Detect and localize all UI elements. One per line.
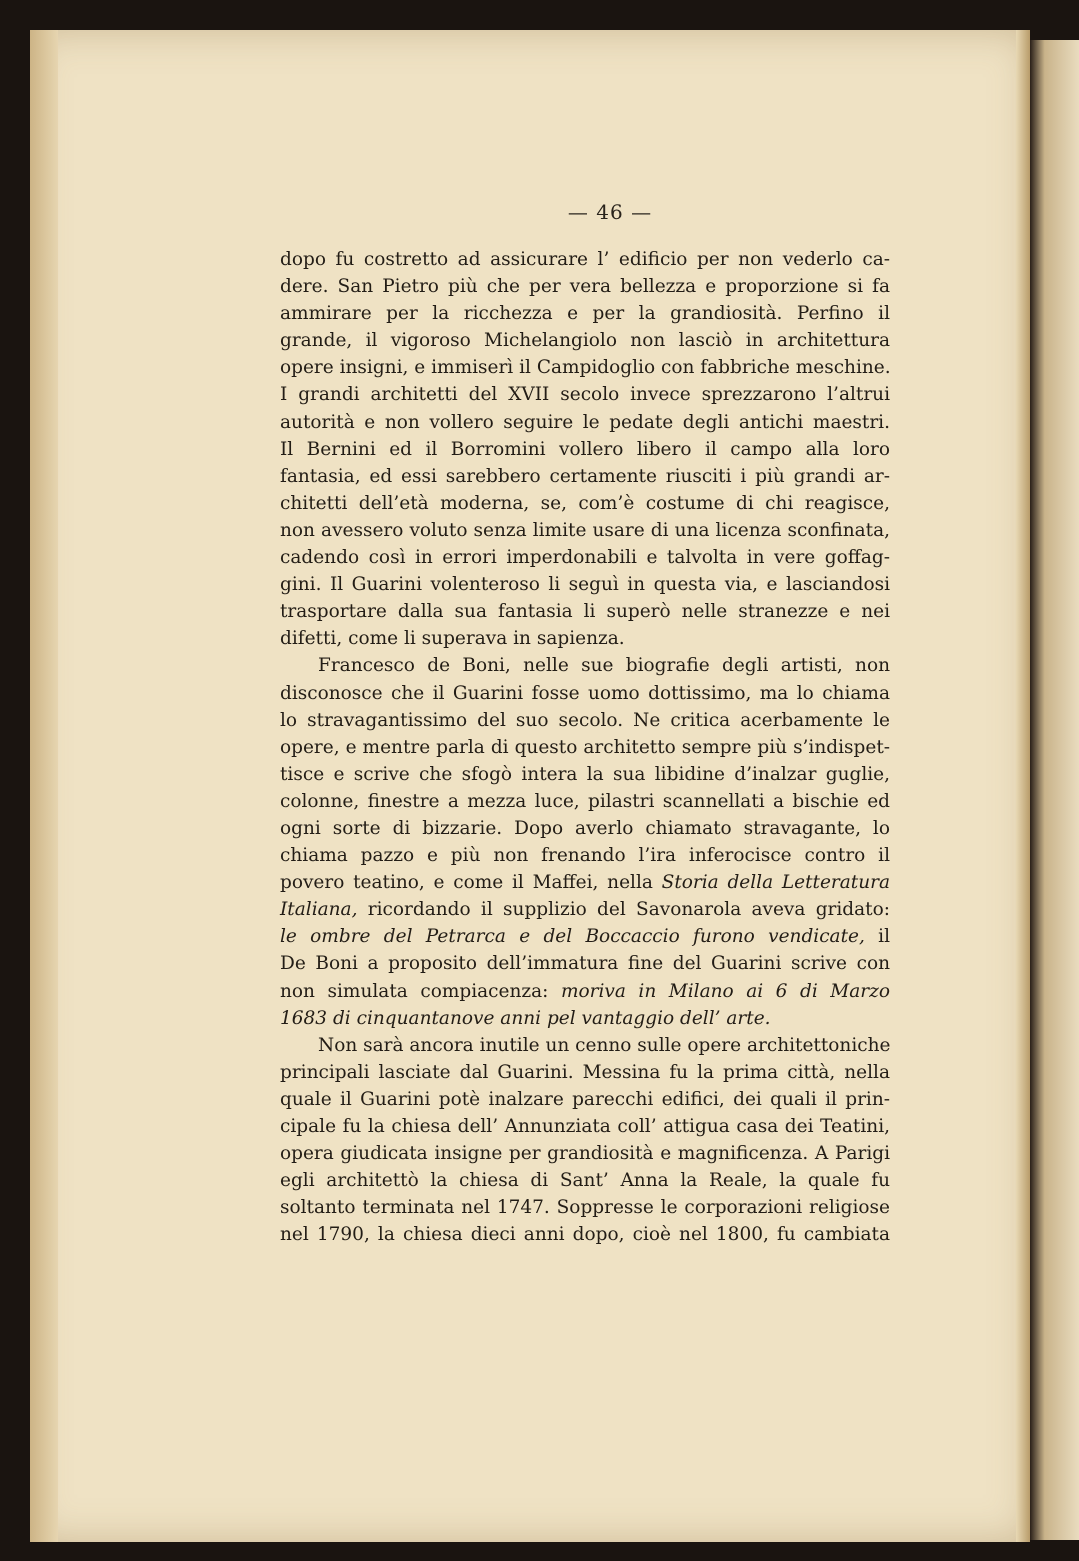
text-line: trasportare dalla sua fantasia li superò nelle stranezze e nei bbox=[280, 601, 890, 623]
page-number: — 46 — bbox=[567, 200, 653, 224]
text-line: opera giudicata insigne per grandiosità e magnificenza. A Parigi bbox=[280, 1143, 890, 1165]
text-line bbox=[280, 869, 890, 896]
text-line: De Boni a proposito dell’immatura fine del Guarini scrive con bbox=[280, 953, 890, 975]
text-line: nel 1790, la chiesa dieci anni dopo, cioè nel 1800, fu cambiata bbox=[280, 1224, 890, 1246]
text-line: Non sarà ancora inutile un cenno sulle opere architettoniche bbox=[318, 1034, 891, 1056]
text-line: grande, il vigoroso Michelangiolo non lasciò in architettura bbox=[280, 330, 890, 352]
text-line: tisce e scrive che sfogò intera la sua libidine d’inalzar guglie, bbox=[280, 763, 890, 785]
text-line: ammirare per la ricchezza e per la grandiosità. Perfino il bbox=[280, 303, 890, 325]
text-line: chitetti dell’età moderna, se, com’è costume di chi reagisce, bbox=[280, 492, 890, 514]
text-line: ogni sorte di bizzarie. Dopo averlo chiamato stravagante, lo bbox=[280, 817, 890, 839]
text-line: gini. Il Guarini volenteroso li seguì in questa via, e lasciandosi bbox=[280, 574, 890, 596]
next-page-edge bbox=[1030, 40, 1079, 1540]
book-title-italic: Storia della Letteratura bbox=[661, 872, 890, 894]
book-title-italic: Italiana, bbox=[280, 899, 358, 921]
text-line: Il Bernini ed il Borromini vollero libero il campo alla loro bbox=[280, 438, 890, 460]
text-segment: non simulata compiacenza: bbox=[280, 980, 561, 1002]
text-line bbox=[280, 978, 890, 1005]
text-line: opere, e mentre parla di questo architetto sempre più s’indispet- bbox=[280, 736, 890, 758]
text-segment: povero teatino, e come il Maffei, nella bbox=[280, 872, 662, 894]
text-segment: ricordando il supplizio del Savonarola aveva gridato: bbox=[357, 899, 890, 921]
text-line: soltanto terminata nel 1747. Soppresse le corporazioni religiose bbox=[280, 1197, 890, 1219]
text-line: disconosce che il Guarini fosse uomo dottissimo, ma lo chiama bbox=[280, 682, 890, 704]
text-line: principali lasciate dal Guarini. Messina fu la prima città, nella bbox=[280, 1061, 890, 1083]
text-line: autorità e non vollero seguire le pedate degli antichi maestri. bbox=[280, 411, 890, 433]
text-line: difetti, come li superava in sapienza. bbox=[280, 628, 625, 650]
text-line: non avessero voluto senza limite usare di una licenza sconfinata, bbox=[280, 519, 890, 541]
quote-italic: le ombre del Petrarca e del Boccaccio furono vendicate, bbox=[280, 926, 865, 948]
page-fore-edge bbox=[1016, 30, 1030, 1542]
text-line: cadendo così in errori imperdonabili e talvolta in vere goffag- bbox=[280, 547, 890, 569]
quote-italic: 1683 di cinquantanove anni pel vantaggio dell’ arte. bbox=[280, 1007, 771, 1029]
text-line: cipale fu la chiesa dell’ Annunziata coll’ attigua casa dei Teatini, bbox=[280, 1116, 890, 1137]
text-line: colonne, finestre a mezza luce, pilastri scannellati a bischie ed bbox=[280, 790, 890, 812]
text-line: dere. San Pietro più che per vera bellezza e proporzione si fa bbox=[280, 276, 890, 298]
text-line: opere insigni, e immiserì il Campidoglio con fabbriche meschine. bbox=[280, 357, 891, 379]
quote-italic: moriva in Milano ai 6 di Marzo bbox=[560, 980, 891, 1002]
text-segment: il bbox=[864, 926, 890, 948]
text-line: dopo fu costretto ad assicurare l’ edificio per non vederlo ca- bbox=[280, 249, 890, 270]
text-line: fantasia, ed essi sarebbero certamente riusciti i più grandi ar- bbox=[280, 465, 890, 487]
text-line bbox=[280, 923, 890, 950]
body-text bbox=[280, 246, 890, 1248]
text-line bbox=[280, 896, 890, 923]
text-line: lo stravagantissimo del suo secolo. Ne critica acerbamente le bbox=[280, 709, 890, 731]
text-line: egli architettò la chiesa di Sant’ Anna la Reale, la quale fu bbox=[280, 1170, 890, 1192]
text-line: Francesco de Boni, nelle sue biografie degli artisti, non bbox=[318, 655, 890, 677]
text-line bbox=[280, 1005, 890, 1032]
page-gutter-shadow bbox=[30, 30, 58, 1542]
text-line: quale il Guarini potè inalzare parecchi edifici, dei quali il prin- bbox=[280, 1088, 890, 1110]
text-line: chiama pazzo e più non frenando l’ira inferocisce contro il bbox=[280, 845, 890, 867]
text-line: I grandi architetti del XVII secolo invece sprezzarono l’altrui bbox=[280, 384, 890, 406]
